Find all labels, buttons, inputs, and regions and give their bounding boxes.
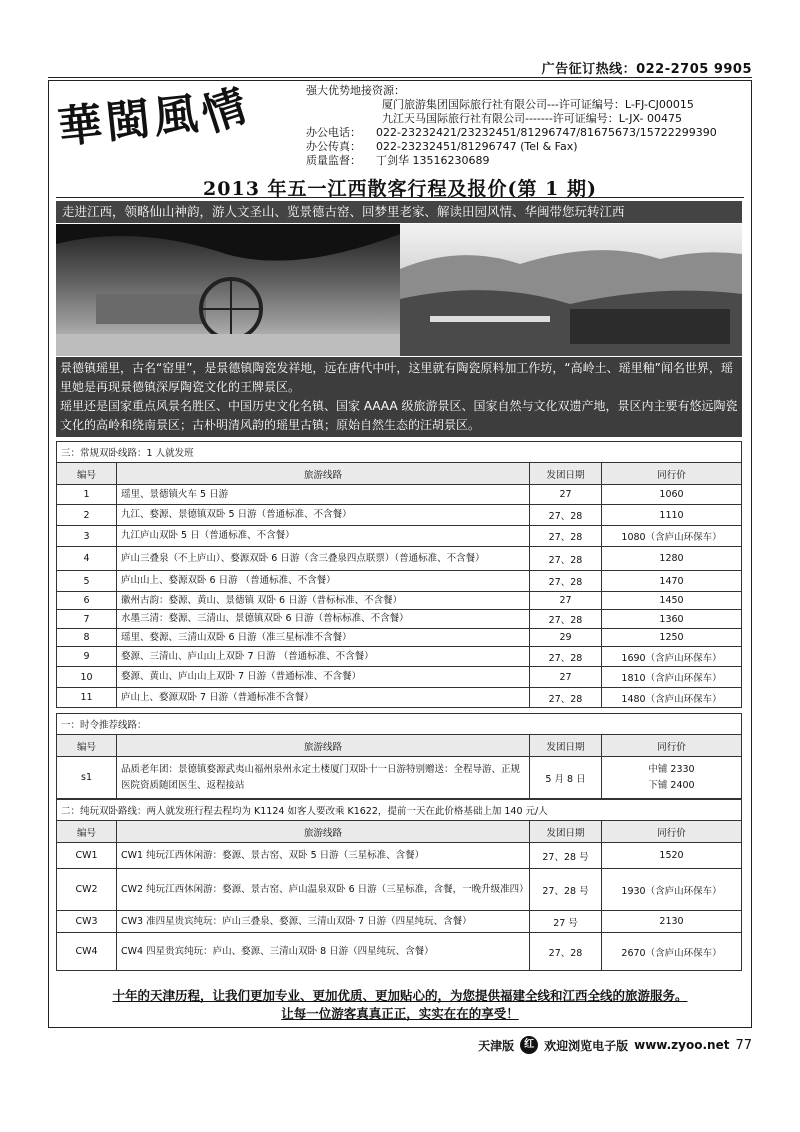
qc-label: 质量监督： (306, 154, 361, 167)
route-price: 1480（含庐山环保车） (602, 688, 742, 708)
table-row (57, 869, 742, 911)
route-price: 1250 (602, 629, 742, 647)
slogan-banner: 走进江西，领略仙山神韵，游人文圣山、览景德古窑、回梦里老家、解读田园风情、华闽带您玩转江西 (56, 201, 742, 223)
table-row (57, 629, 742, 647)
title-divider (56, 197, 744, 198)
col-header-no: 编号 (57, 463, 117, 485)
route-no: CW3 (57, 911, 117, 933)
slogan-line-1: 十年的天津历程，让我们更加专业、更加优质、更加贴心的，为您提供福建全线和江西全线的旅游服务。 (112, 988, 688, 1003)
col-header-date: 发团日期 (530, 463, 602, 485)
section-regular-routes (56, 441, 742, 708)
table-row (57, 688, 742, 708)
route-no: 2 (57, 505, 117, 526)
table-row (57, 505, 742, 526)
logo-text: 華閩風 (55, 88, 205, 154)
col-header-price: 同行价 (602, 821, 742, 843)
col-header-date: 发团日期 (530, 821, 602, 843)
col-header-price: 同行价 (602, 735, 742, 757)
route-name: 婺源、黄山、庐山山上双卧 7 日游（普通标准、不含餐） (117, 667, 530, 688)
route-date: 27、28 号 (530, 843, 602, 869)
route-name: CW1 纯玩江西休闲游：婺源、景古窑、双卧 5 日游（三星标准、含餐） (117, 843, 530, 869)
page-title: 2013 年五一江西散客行程及报价(第 1 期) (203, 178, 597, 200)
col-header-no: 编号 (57, 735, 117, 757)
route-name: CW2 纯玩江西休闲游：婺源、景古窑、庐山温泉双卧 6 日游（三星标准，含餐，一晚升级准四） (117, 869, 530, 911)
route-price: 2130 (602, 911, 742, 933)
table-row (57, 592, 742, 610)
route-no: 3 (57, 526, 117, 547)
section-seasonal-routes (56, 713, 742, 799)
phone-label: 办公电话： (306, 126, 361, 139)
route-date: 27、28 (530, 526, 602, 547)
office-phone: 022-23232421/23232451/81296747/81675673/15722299390 (376, 126, 717, 139)
contact-block (306, 84, 756, 168)
quality-supervisor: 丁剑华 13516230689 (376, 154, 490, 167)
route-name: CW4 四星贵宾纯玩：庐山、婺源、三清山双卧 8 日游（四星纯玩、含餐） (117, 933, 530, 971)
route-no: CW2 (57, 869, 117, 911)
section-title: 二：纯玩双卧路线：两人就发班行程去程均为 K1124 如客人要改乘 K1622，提前一天在此价格基础上加 140 元/人 (56, 799, 742, 820)
route-name: 九江庐山双卧 5 日（普通标准、不含餐） (117, 526, 530, 547)
route-no: 6 (57, 592, 117, 610)
logo-text-sub: 情 (195, 79, 258, 143)
top-divider (48, 77, 752, 78)
description-paragraph: 景德镇瑶里，古名“窑里”，是景德镇陶瓷发祥地，远在唐代中叶，这里就有陶瓷原料加工作坊，“高岭土、瑶里釉”闻名世界，瑶里她是再现景德镇深厚陶瓷文化的王牌景区。 (60, 361, 733, 394)
table-row (57, 843, 742, 869)
invite-text: 欢迎浏览电子版 (544, 1038, 629, 1053)
description-paragraph: 瑶里还是国家重点风景名胜区、中国历史文化名镇、国家 AAAA 级旅游景区、国家自然与文化双遗产地，景区内主要有悠远陶瓷文化的高岭和绕南景区；古朴明清风韵的瑶里古镇；原始自然生态的汪胡景区。 (60, 399, 738, 432)
route-date: 27 号 (530, 911, 602, 933)
page-number: 77 (735, 1037, 752, 1053)
route-name: 婺源、三清山、庐山山上双卧 7 日游 （普通标准、不含餐） (117, 647, 530, 667)
resource-label: 强大优势地接资源： (306, 84, 405, 97)
route-date: 5 月 8 日 (530, 757, 602, 799)
edition-label: 天津版 (478, 1038, 515, 1053)
price-middle-berth: 中铺 2330 (648, 763, 695, 775)
regular-routes-table (56, 462, 742, 708)
table-row (57, 526, 742, 547)
table-row (57, 485, 742, 505)
agency-jiujiang: 九江天马国际旅行社有限公司-------许可证编号：L-JX- 00475 (382, 112, 682, 125)
route-price (602, 757, 742, 799)
route-no: CW1 (57, 843, 117, 869)
website-link[interactable]: www.zyoo.net (634, 1038, 730, 1052)
route-price: 1810（含庐山环保车） (602, 667, 742, 688)
route-no: 1 (57, 485, 117, 505)
route-name: 徽州古韵：婺源、黄山、景德镇 双卧 6 日游（普标标准、不含餐） (117, 592, 530, 610)
red-badge-icon: 红 (520, 1036, 538, 1054)
route-no: 10 (57, 667, 117, 688)
route-no: 7 (57, 610, 117, 629)
route-date: 27 (530, 485, 602, 505)
route-name: 品质老年团：景德镇婺源武夷山福州泉州永定土楼厦门双卧十一日游特别赠送：全程导游、正规医院资质随团医生、返程接站 (117, 757, 530, 799)
route-price: 2670（含庐山环保车） (602, 933, 742, 971)
agency-xiamen: 厦门旅游集团国际旅行社有限公司---许可证编号：L-FJ-CJ00015 (382, 98, 694, 111)
page-footer (478, 1036, 752, 1054)
route-date: 27、28 (530, 610, 602, 629)
col-header-no: 编号 (57, 821, 117, 843)
table-row (57, 547, 742, 571)
route-date: 27、28 (530, 688, 602, 708)
route-date: 27、28 (530, 647, 602, 667)
route-no: 9 (57, 647, 117, 667)
route-no: 5 (57, 571, 117, 592)
section-title: 一：时令推荐线路： (56, 713, 742, 734)
route-date: 27、28 (530, 505, 602, 526)
route-name: 瑶里、婺源、三清山双卧 6 日游（准三星标准不含餐） (117, 629, 530, 647)
route-name: 庐山三叠泉（不上庐山）、婺源双卧 6 日游（含三叠泉四点联票）（普通标准、不含餐） (117, 547, 530, 571)
route-price: 1520 (602, 843, 742, 869)
route-no: 11 (57, 688, 117, 708)
fax-label: 办公传真： (306, 140, 361, 153)
col-header-route: 旅游线路 (117, 821, 530, 843)
route-name: 水墨三清：婺源、三清山、景德镇双卧 6 日游（普标标准、不含餐） (117, 610, 530, 629)
route-name: 庐山上、婺源双卧 7 日游（普通标准不含餐） (117, 688, 530, 708)
route-price: 1080（含庐山环保车） (602, 526, 742, 547)
table-row (57, 667, 742, 688)
waterwheel-illustration (56, 224, 400, 356)
section-pure-routes (56, 799, 742, 971)
route-name: CW3 准四星贵宾纯玩：庐山三叠泉、婺源、三清山双卧 7 日游（四星纯玩、含餐） (117, 911, 530, 933)
route-name: 九江、婺源、景德镇双卧 5 日游（普通标准、不含餐） (117, 505, 530, 526)
price-lower-berth: 下铺 2400 (648, 779, 695, 791)
col-header-route: 旅游线路 (117, 463, 530, 485)
route-date: 27 (530, 667, 602, 688)
office-fax: 022-23232451/81296747 (Tel & Fax) (376, 140, 578, 153)
ad-hotline: 广告征订热线：022-2705 9905 (541, 62, 752, 77)
route-date: 27 (530, 592, 602, 610)
route-price: 1930（含庐山环保车） (602, 869, 742, 911)
table-row (57, 610, 742, 629)
table-row (57, 933, 742, 971)
route-date: 27、28 (530, 571, 602, 592)
footer-slogan (56, 987, 744, 1023)
route-name: 庐山山上、婺源双卧 6 日游 （普通标准、不含餐） (117, 571, 530, 592)
slogan-line-2: 让每一位游客真真正正，实实在在的享受！ (281, 1006, 519, 1021)
route-no: 8 (57, 629, 117, 647)
route-date: 27、28 (530, 547, 602, 571)
route-no: s1 (57, 757, 117, 799)
table-row (57, 911, 742, 933)
route-price: 1060 (602, 485, 742, 505)
section-title: 三：常规双卧线路：1 人就发班 (56, 441, 742, 462)
route-price: 1280 (602, 547, 742, 571)
route-price: 1470 (602, 571, 742, 592)
yaoli-description (56, 357, 742, 437)
route-no: 4 (57, 547, 117, 571)
pure-routes-table (56, 820, 742, 971)
seasonal-routes-table (56, 734, 742, 799)
waterwheel-photo (56, 224, 400, 356)
route-date: 27、28 号 (530, 869, 602, 911)
route-price: 1360 (602, 610, 742, 629)
table-row (57, 571, 742, 592)
route-no: CW4 (57, 933, 117, 971)
village-illustration (400, 224, 742, 356)
table-row (57, 647, 742, 667)
col-header-route: 旅游线路 (117, 735, 530, 757)
route-price: 1690（含庐山环保车） (602, 647, 742, 667)
route-date: 29 (530, 629, 602, 647)
village-photo (400, 224, 742, 356)
route-name: 瑶里、景德镇火车 5 日游 (117, 485, 530, 505)
col-header-date: 发团日期 (530, 735, 602, 757)
table-row (57, 757, 742, 799)
col-header-price: 同行价 (602, 463, 742, 485)
route-date: 27、28 (530, 933, 602, 971)
route-price: 1450 (602, 592, 742, 610)
route-price: 1110 (602, 505, 742, 526)
